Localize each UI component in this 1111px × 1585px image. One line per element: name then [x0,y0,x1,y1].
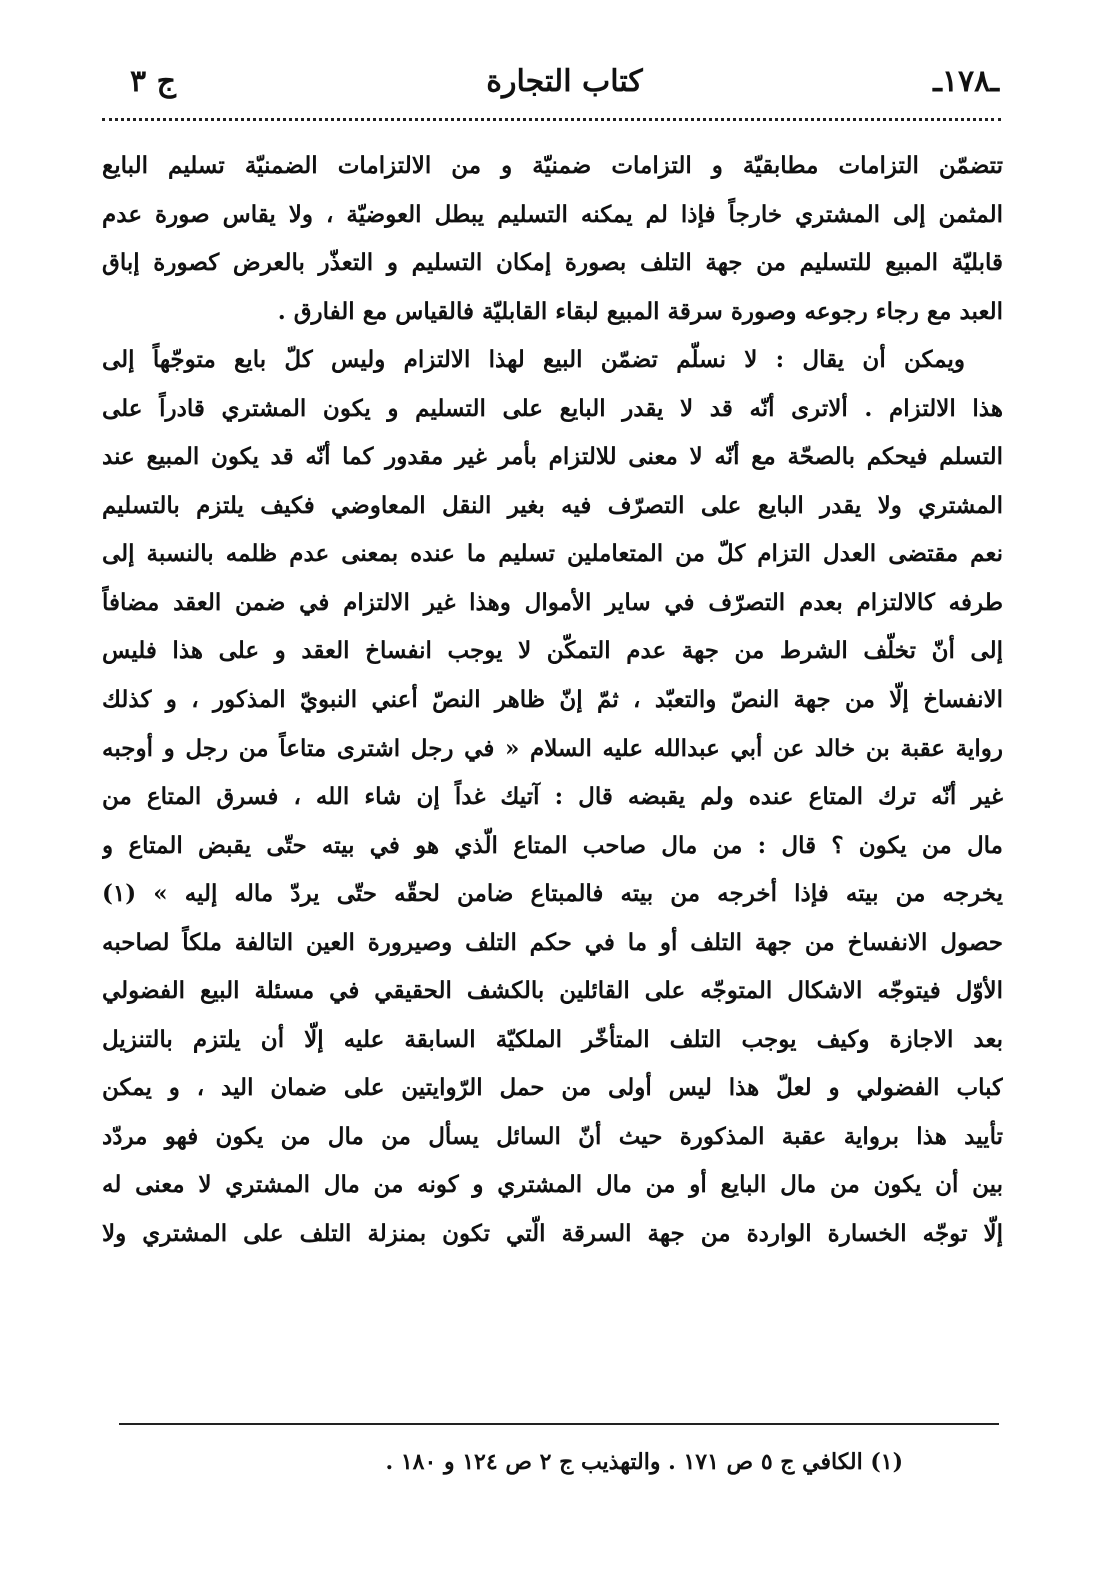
book-title: كتاب التجارة [486,64,643,99]
text-line: إلى أنّ تخلّف الشرط من جهة عدم التمكّن لا يوجب انفساخ العقد و على هذا فليس [102,637,1003,665]
text-line: غير أنّه ترك المتاع عنده ولم يقبضه قال : آتيك غداً إن شاء الله ، فسرق المتاع من [102,783,1003,811]
header-divider [102,118,1001,121]
text-line: كباب الفضولي و لعلّ هذا ليس أولى من حمل الرّوايتين على ضمان اليد ، و يمكن [102,1074,1003,1102]
footnote: (١) الكافي ج ٥ ص ١٧١ . والتهذيب ج ٢ ص ١٢٤ و ١٨٠ . [385,1449,903,1475]
text-line: هذا الالتزام . ألاترى أنّه قد لا يقدر البايع على التسليم و يكون المشتري قادراً على [102,394,1003,422]
text-line: نعم مقتضى العدل التزام كلّ من المتعاملين تسليم ما عنده بمعنى عدم ظلمه بالنسبة إلى [102,540,1003,568]
text-line: يخرجه من بيته فإذا أخرجه من بيته فالمبتاع ضامن لحقّه حتّى يردّ ماله إليه » (١) [102,880,1003,908]
text-line: تأييد هذا برواية عقبة المذكورة حيث أنّ السائل يسأل من مال من يكون فهو مردّد [102,1122,1003,1150]
text-line: التسلم فيحكم بالصحّة مع أنّه لا معنى للالتزام بأمر غير مقدور كما أنّه قد يكون المبيع عند [102,443,1003,471]
text-line: الأوّل فيتوجّه الاشكال المتوجّه على القائلين بالكشف الحقيقي في مسئلة البيع الفضولي [102,977,1003,1005]
text-line: حصول الانفساخ من جهة التلف أو ما في حكم التلف وصيرورة العين التالفة ملكاً لصاحبه [102,928,1003,956]
text-line: ويمكن أن يقال : لا نسلّم تضمّن البيع لهذا الالتزام وليس كلّ بايع متوجّهاً إلى [102,346,965,374]
page-header [130,62,999,106]
text-line: العبد مع رجاء رجوعه وصورة سرقة المبيع لبقاء القابليّة فالقياس مع الفارق . [277,297,1003,325]
page-number: ـ١٧٨ـ [933,64,999,99]
text-line: بين أن يكون من مال البايع أو من مال المشتري و كونه من مال المشتري لا معنى له [102,1171,1003,1199]
text-line: مال من يكون ؟ قال : من مال صاحب المتاع الّذي هو في بيته حتّى يقبض المتاع و [102,831,1003,859]
text-line: الانفساخ إلّا من جهة النصّ والتعبّد ، ثمّ إنّ ظاهر النصّ أعني النبويّ المذكور ، و كذلك [102,686,1003,714]
text-line: قابليّة المبيع للتسليم من جهة التلف بصورة إمكان التسليم و التعذّر بالعرض كصورة إباق [102,249,1003,277]
text-line: طرفه كالالتزام بعدم التصرّف في ساير الأموال وهذا غير الالتزام في ضمن العقد مضافاً [102,588,1003,616]
footnote-divider [119,1423,999,1425]
volume-label: ج ٣ [130,64,176,99]
text-line: بعد الاجازة وكيف يوجب التلف المتأخّر الملكيّة السابقة عليه إلّا أن يلتزم بالتنزيل [102,1025,1003,1053]
body-text [102,142,1003,1259]
text-line: تتضمّن التزامات مطابقيّة و التزامات ضمنيّة و من الالتزامات الضمنيّة تسليم البايع [102,152,1003,179]
text-line: المثمن إلى المشتري خارجاً فإذا لم يمكنه التسليم يبطل العوضيّة ، ولا يقاس صورة عدم [102,200,1003,228]
text-line: رواية عقبة بن خالد عن أبي عبدالله عليه السلام « في رجل اشترى متاعاً من رجل و أوجبه [102,734,1003,762]
text-line: المشتري ولا يقدر البايع على التصرّف فيه بغير النقل المعاوضي فكيف يلتزم بالتسليم [102,491,1003,519]
text-line: إلّا توجّه الخسارة الواردة من جهة السرقة الّتي تكون بمنزلة التلف على المشتري ولا [102,1220,1003,1248]
